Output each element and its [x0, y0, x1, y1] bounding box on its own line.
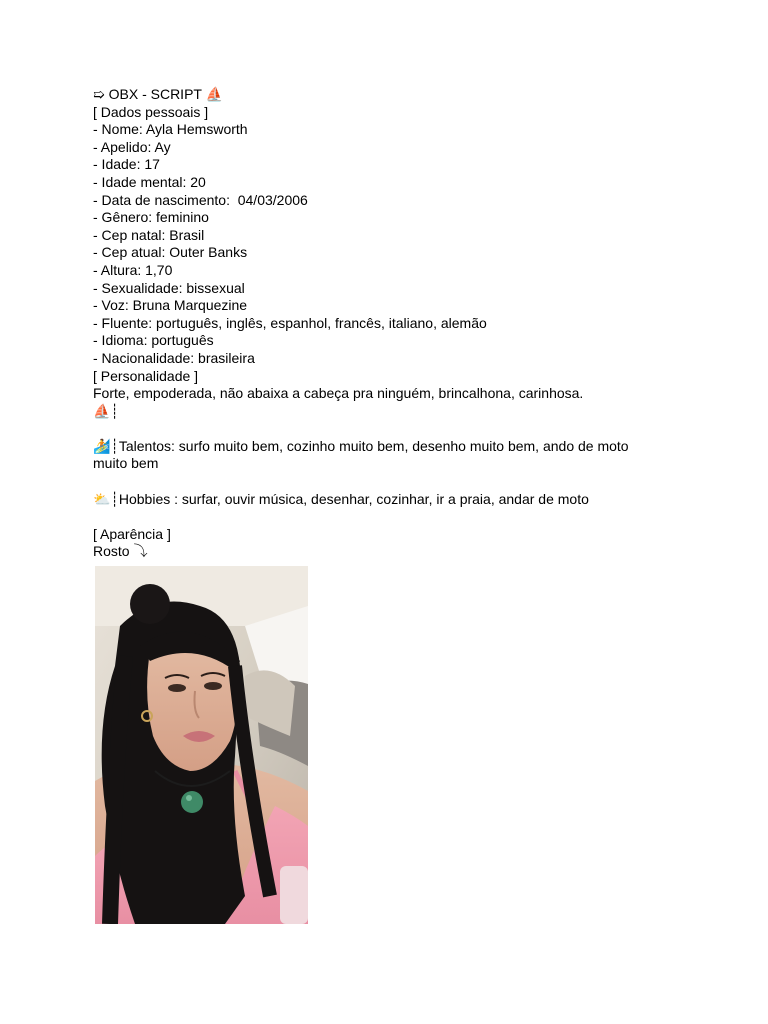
field-idioma: - Idioma: português — [93, 332, 214, 349]
field-voz: - Voz: Bruna Marquezine — [93, 297, 248, 314]
field-data-nascimento: - Data de nascimento: 04/03/2006 — [93, 191, 308, 208]
field-nacionalidade: - Nacionalidade: brasileira — [93, 349, 255, 366]
spacer — [93, 420, 653, 438]
field-sexualidade: - Sexualidade: bissexual — [93, 279, 245, 296]
field-cep-natal: - Cep natal: Brasil — [93, 226, 205, 243]
field-idade: - Idade: 17 — [93, 156, 160, 173]
talents-text: 🏄┊Talentos: surfo muito bem, cozinho muito bem, desenho muito bem, ando de moto muito bem — [93, 437, 629, 472]
document-title: ➯ OBX - SCRIPT ⛵ — [93, 86, 224, 102]
personality-text: Forte, empoderada, não abaixa a cabeça pra ninguém, brincalhona, carinhosa. — [93, 385, 584, 402]
field-cep-atual: - Cep atual: Outer Banks — [93, 244, 248, 261]
spacer — [93, 473, 653, 491]
section-dados-pessoais: [ Dados pessoais ] — [93, 103, 209, 120]
field-fluente: - Fluente: português, inglês, espanhol, francês, italiano, alemão — [93, 314, 487, 331]
hobbies-text: ⛅┊Hobbies : surfar, ouvir música, desenhar, cozinhar, ir a praia, andar de moto — [93, 490, 589, 507]
field-nome: - Nome: Ayla Hemsworth — [93, 121, 248, 138]
script-content — [93, 86, 653, 561]
section-aparencia: [ Aparência ] — [93, 525, 171, 542]
field-altura: - Altura: 1,70 — [93, 261, 173, 278]
section-personalidade: [ Personalidade ] — [93, 367, 199, 384]
field-genero: - Gênero: feminino — [93, 209, 209, 226]
field-apelido: - Apelido: Ay — [93, 138, 171, 155]
sailboat-divider: ⛵┊ — [93, 402, 119, 419]
face-label: Rosto ⤵ — [93, 543, 148, 560]
field-idade-mental: - Idade mental: 20 — [93, 173, 206, 190]
portrait-photo — [95, 566, 308, 924]
portrait-illustration — [95, 566, 308, 924]
spacer — [93, 508, 653, 526]
